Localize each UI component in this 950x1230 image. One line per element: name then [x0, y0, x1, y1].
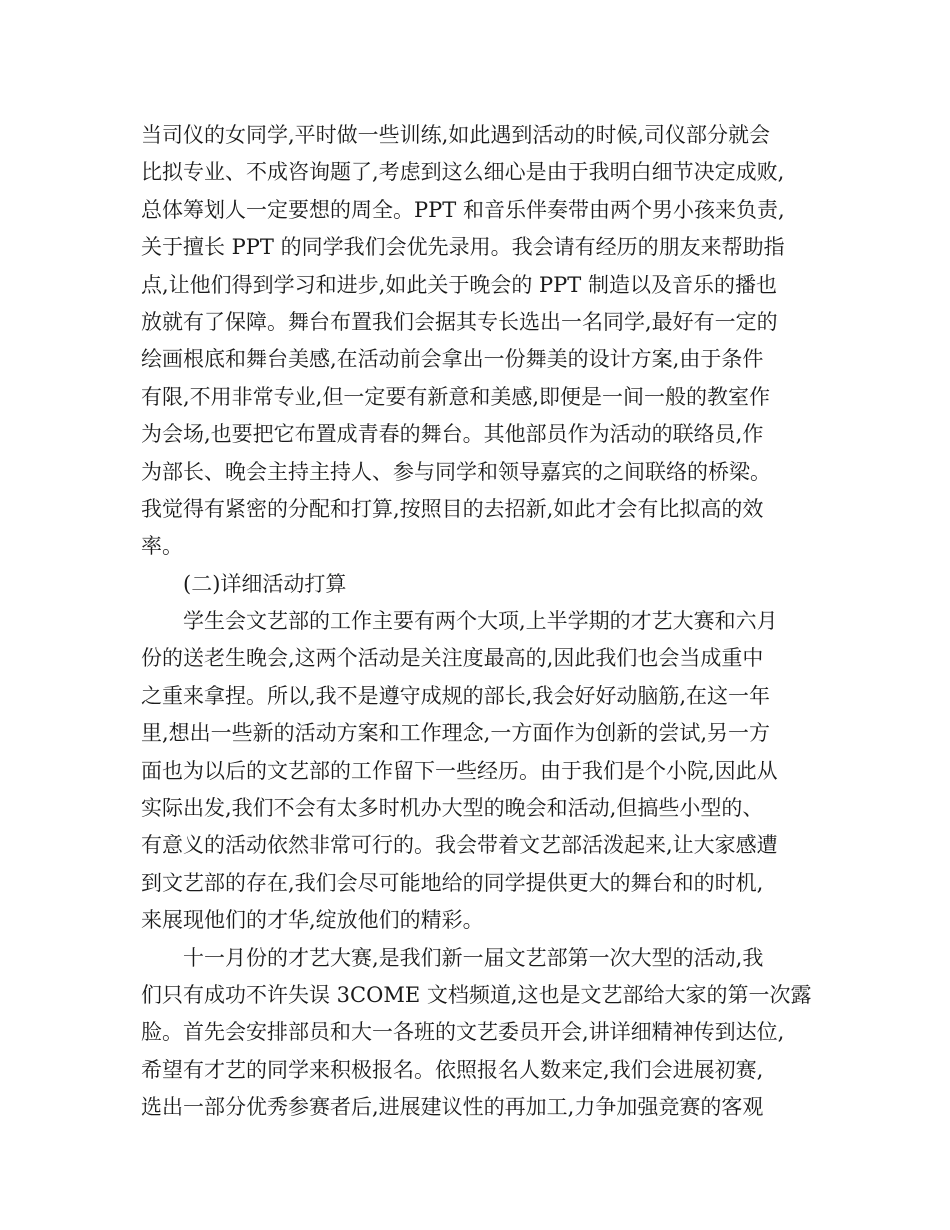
text-line: 面也为以后的文艺部的工作留下一些经历。由于我们是个小院,因此从	[141, 758, 778, 783]
text-line: 有意义的活动依然非常可行的。我会带着文艺部活泼起来,让大家感遭	[141, 833, 778, 858]
text-line: 有限,不用非常专业,但一定要有新意和美感,即便是一间一般的教室作	[141, 384, 771, 409]
text-line: 份的送老生晚会,这两个活动是关注度最高的,因此我们也会当成重中	[141, 646, 764, 671]
text-line: 选出一部分优秀参赛者后,进展建议性的再加工,力争加强竞赛的客观	[141, 1095, 764, 1120]
document-body	[141, 117, 821, 1127]
text-line: 为部长、晚会主持主持人、参与同学和领导嘉宾的之间联络的桥梁。	[141, 459, 771, 484]
text-line: 实际出发,我们不会有太多时机办大型的晚会和活动,但搞些小型的、	[141, 796, 764, 821]
text-line: 比拟专业、不成咨询题了,考虑到这么细心是由于我明白细节决定成败,	[141, 160, 785, 185]
text-line: 为会场,也要把它布置成青春的舞台。其他部员作为活动的联络员,作	[141, 422, 764, 447]
text-line: 当司仪的女同学,平时做一些训练,如此遇到活动的时候,司仪部分就会	[141, 123, 771, 147]
text-line: 来展现他们的才华,绽放他们的精彩。	[141, 908, 484, 933]
text-line: 脸。首先会安排部员和大一各班的文艺委员开会,讲详细精神传到达位,	[141, 1020, 785, 1045]
paragraph-first-line: 十一月份的才艺大赛,是我们新一届文艺部第一次大型的活动,我	[183, 945, 764, 970]
text-line: 放就有了保障。舞台布置我们会据其专长选出一名同学,最好有一定的	[141, 309, 778, 334]
text-line: 里,想出一些新的活动方案和工作理念,一方面作为创新的尝试,另一方	[141, 721, 771, 746]
text-line: 点,让他们得到学习和进步,如此关于晚会的 PPT 制造以及音乐的播也	[141, 272, 777, 297]
text-line: 率。	[141, 534, 183, 559]
paragraph-first-line: 学生会文艺部的工作主要有两个大项,上半学期的才艺大赛和六月	[183, 609, 778, 634]
text-line: 绘画根底和舞台美感,在活动前会拿出一份舞美的设计方案,由于条件	[141, 347, 764, 372]
text-line: 总体筹划人一定要想的周全。PPT 和音乐伴奏带由两个男小孩来负责,	[141, 197, 785, 222]
text-line: 关于擅长 PPT 的同学我们会优先录用。我会请有经历的朋友来帮助指	[141, 235, 785, 260]
text-line: 我觉得有紧密的分配和打算,按照目的去招新,如此才会有比拟高的效	[141, 496, 764, 521]
text-line: 们只有成功不许失误 3COME 文档频道,这也是文艺部给大家的第一次露	[141, 982, 812, 1007]
section-heading: (二)详细活动打算	[183, 571, 347, 596]
text-line: 到文艺部的存在,我们会尽可能地给的同学提供更大的舞台和的时机,	[141, 870, 764, 895]
text-line: 希望有才艺的同学来积极报名。依照报名人数来定,我们会进展初赛,	[141, 1057, 764, 1082]
text-line: 之重来拿捏。所以,我不是遵守成规的部长,我会好好动脑筋,在这一年	[141, 683, 771, 708]
